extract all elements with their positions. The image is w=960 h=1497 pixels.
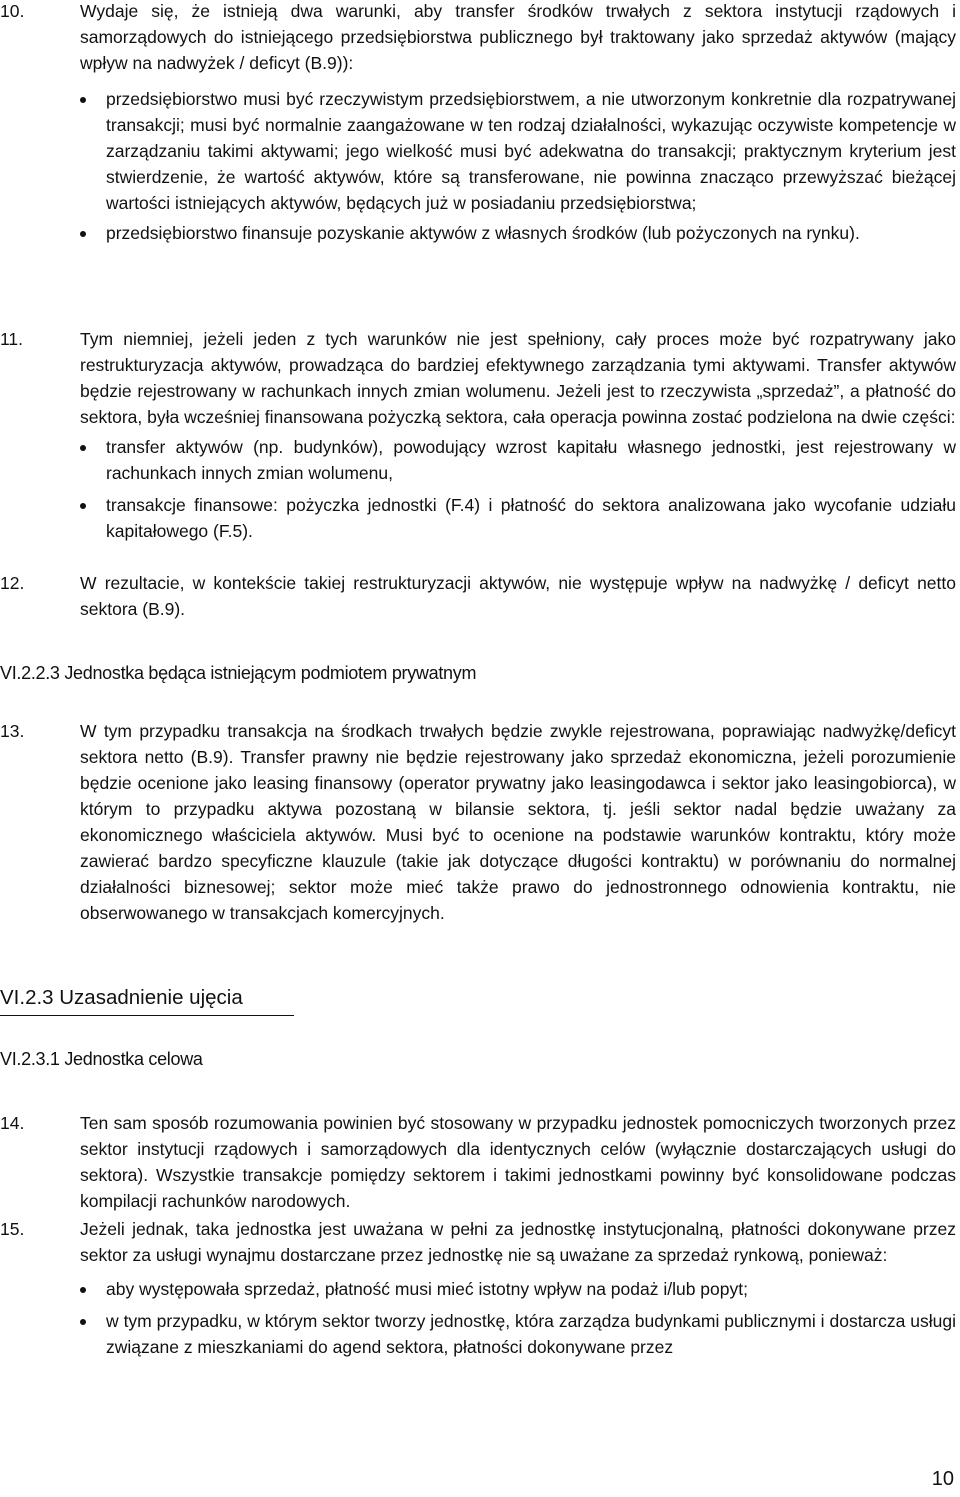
paragraph-text: Ten sam sposób rozumowania powinien być stosowany w przypadku jednostek pomocniczych tworzonych przez sektor instytucji rządowych i samorządowych dla identycznych celów (wyłącznie dostarczających usługi do sektora). Wszystkie transakcje pomiędzy sektorem i takimi jednostkami powinny być konsolidowane podczas kompilacji rachunków narodowych. xyxy=(80,1113,956,1211)
paragraph-11 xyxy=(0,326,960,544)
bullet-icon xyxy=(80,97,86,103)
paragraph-text: Wydaje się, że istnieją dwa warunki, aby transfer środków trwałych z sektora instytucji rządowych i samorządowych do istniejącego przedsiębiorstwa publicznego był traktowany jako sprzedaż aktywów (mający wpływ na nadwyżek / deficyt (B.9)): xyxy=(80,1,956,73)
paragraph-14 xyxy=(0,1110,960,1214)
paragraph-number: 11. xyxy=(0,329,24,349)
paragraph-number: 15. xyxy=(0,1219,25,1239)
page-number: 10 xyxy=(931,1468,954,1490)
list-item: przedsiębiorstwo musi być rzeczywistym przedsiębiorstwem, a nie utworzonym konkretnie dla rozpatrywanej transakcji; musi być normalnie zaangażowane w ten rodzaj działalności, wykazując oczywiste kompetencje w zarządzaniu takimi aktywami; jego wielkość musi być adekwatna do transakcji; praktycznym kryterium jest stwierdzenie, że wartość aktywów, które są transferowane, nie powinna znacząco przewyższać bieżącej wartości istniejących aktywów, będących już w posiadaniu przedsiębiorstwa; xyxy=(80,86,956,216)
bullet-list xyxy=(80,434,956,544)
paragraph-text: Tym niemniej, jeżeli jeden z tych warunków nie jest spełniony, cały proces może być rozpatrywany jako restrukturyzacja aktywów, prowadząca do bardziej efektywnego zarządzania tymi aktywami. Transfer aktywów będzie rejestrowany w rachunkach innych zmian wolumenu. Jeżeli jest to rzeczywista „sprzedaż”, a płatność do sektora, była wcześniej finansowana pożyczką sektora, cała operacja powinna zostać podzielona na dwie części: xyxy=(80,329,956,427)
list-item: transfer aktywów (np. budynków), powodujący wzrost kapitału własnego jednostki, jest rejestrowany w rachunkach innych zmian wolumenu, xyxy=(80,434,956,486)
bullet-icon xyxy=(80,231,86,237)
paragraph-number: 13. xyxy=(0,721,25,741)
paragraph-number: 10. xyxy=(0,1,25,21)
paragraph-number: 12. xyxy=(0,573,25,593)
paragraph-number: 14. xyxy=(0,1113,25,1133)
bullet-icon xyxy=(80,1287,86,1293)
paragraph-13 xyxy=(0,718,960,926)
paragraph-12 xyxy=(0,570,960,622)
section-heading: VI.2.2.3 Jednostka będąca istniejącym podmiotem prywatnym xyxy=(0,663,477,683)
paragraph-text: W tym przypadku transakcja na środkach trwałych będzie zwykle rejestrowana, poprawiając nadwyżkę/deficyt sektora netto (B.9). Transfer prawny nie będzie rejestrowany jako sprzedaż ekonomiczna, jeżeli porozumienie będzie ocenione jako leasing finansowy (operator prywatny jako leasingodawca i sektor jako leasingobiorca), w którym to przypadku aktywa pozostaną w bilansie sektora, tj. jeśli sektor nadal będzie uważany za ekonomicznego właściciela aktywów. Musi być to ocenione na podstawie warunków kontraktu, który może zawierać bardzo specyficzne klauzule (takie jak dotyczące długości kontraktu) w porównaniu do normalnej działalności biznesowej; sektor może mieć także prawo do jednostronnego odnowienia kontraktu, nie obserwowanego w transakcjach komercyjnych. xyxy=(80,721,956,923)
bullet-icon xyxy=(80,503,86,509)
underline xyxy=(0,1015,294,1016)
paragraph-10 xyxy=(0,0,960,246)
bullet-icon xyxy=(80,1319,86,1325)
paragraph-text: Jeżeli jednak, taka jednostka jest uważana w pełni za jednostkę instytucjonalną, płatności dokonywane przez sektor za usługi wynajmu dostarczane przez jednostkę nie są uważane za sprzedaż rynkową, ponieważ: xyxy=(80,1219,956,1265)
subsection-heading: VI.2.3.1 Jednostka celowa xyxy=(0,1049,203,1069)
bullet-icon xyxy=(80,445,86,451)
list-item: aby występowała sprzedaż, płatność musi mieć istotny wpływ na podaż i/lub popyt; xyxy=(80,1276,956,1302)
paragraph-text: W rezultacie, w kontekście takiej restrukturyzacji aktywów, nie występuje wpływ na nadwyżkę / deficyt netto sektora (B.9). xyxy=(80,573,956,619)
paragraph-15 xyxy=(0,1216,960,1360)
bullet-list xyxy=(80,1276,956,1360)
list-item: w tym przypadku, w którym sektor tworzy jednostkę, która zarządza budynkami publicznymi i dostarcza usługi związane z mieszkaniami do agend sektora, płatności dokonywane przez xyxy=(80,1308,956,1360)
list-item: transakcje finansowe: pożyczka jednostki (F.4) i płatność do sektora analizowana jako wycofanie udziału kapitałowego (F.5). xyxy=(80,492,956,544)
bullet-list xyxy=(80,86,956,246)
list-item: przedsiębiorstwo finansuje pozyskanie aktywów z własnych środków (lub pożyczonych na rynku). xyxy=(80,220,956,246)
section-heading-underlined: VI.2.3 Uzasadnienie ujęcia xyxy=(0,984,243,1012)
